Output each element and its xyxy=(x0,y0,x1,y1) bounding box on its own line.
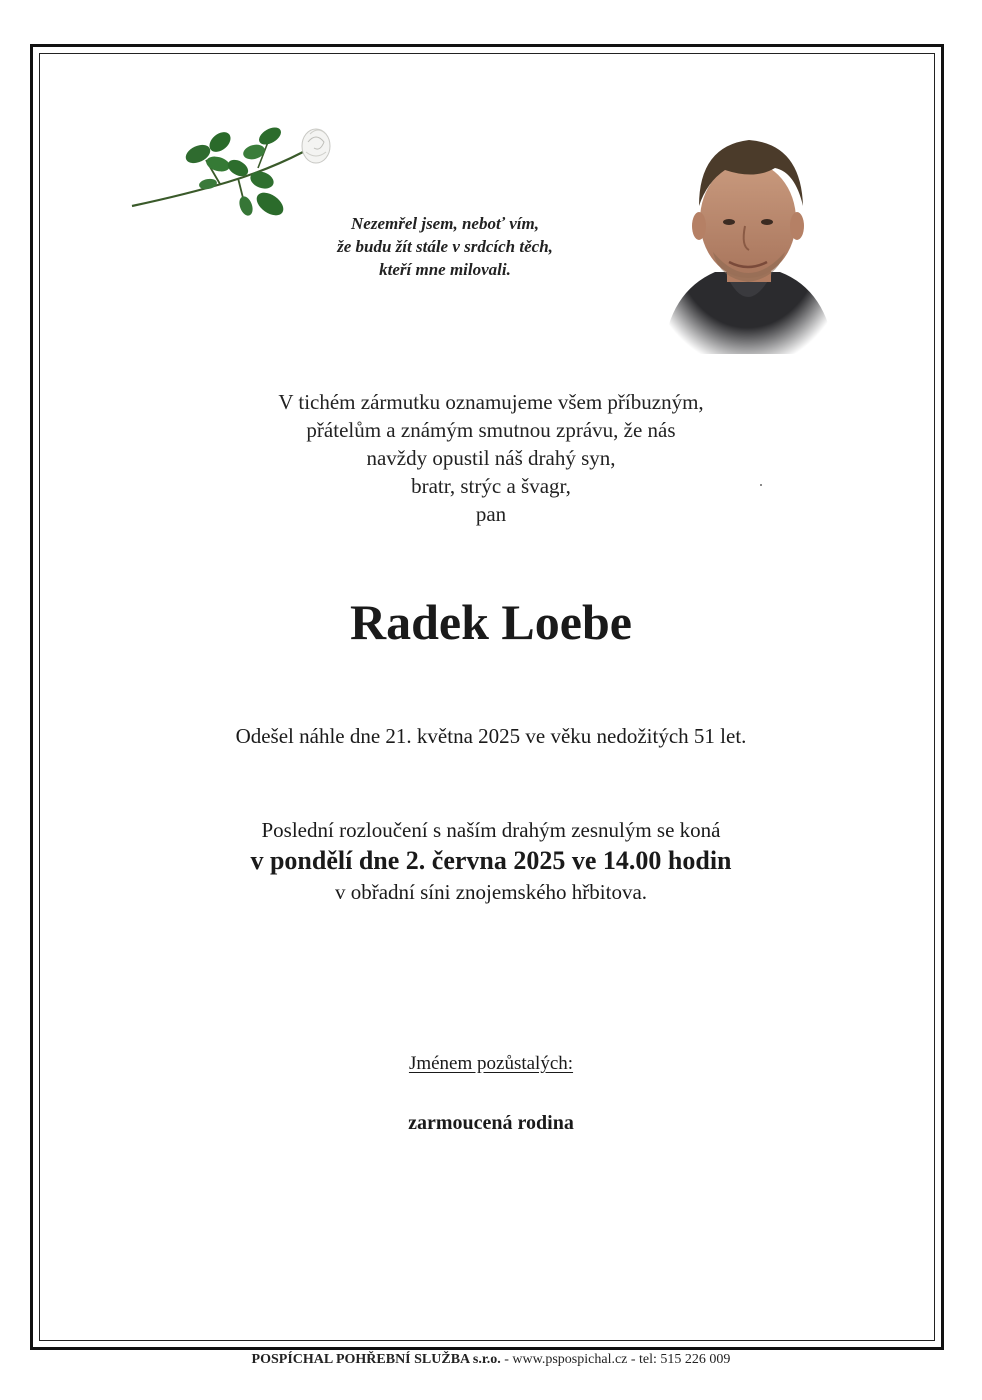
footer xyxy=(0,1351,982,1369)
quote-line: kteří mne milovali. xyxy=(379,260,511,279)
rose-icon xyxy=(128,120,338,225)
signature-label: Jménem pozůstalých: xyxy=(408,1053,574,1074)
signature-name: zarmoucená rodina xyxy=(408,1112,574,1134)
farewell-intro: Poslední rozloučení s naším drahým zesnulým se koná xyxy=(261,818,721,842)
quote-line: Nezemřel jsem, neboť vím, xyxy=(351,214,539,233)
announcement-line: navždy opustil náš drahý syn, xyxy=(366,446,616,470)
footer-company: POSPÍCHAL POHŘEBNÍ SLUŽBA s.r.o. xyxy=(251,1352,501,1367)
announcement-line: bratr, strýc a švagr, xyxy=(411,474,571,498)
death-notice: Odešel náhle dne 21. května 2025 ve věku nedožitých 51 let. xyxy=(235,724,747,748)
farewell-place: v obřadní síni znojemského hřbitova. xyxy=(334,880,648,904)
farewell-section xyxy=(120,816,862,906)
deceased-name: Radek Loebe xyxy=(350,594,632,650)
epitaph-quote xyxy=(290,212,600,281)
announcement-line: přátelům a známým smutnou zprávu, že nás xyxy=(306,418,676,442)
announcement-line: pan xyxy=(475,502,507,526)
portrait-photo xyxy=(655,122,840,354)
footer-contact: - www.pspospichal.cz - tel: 515 226 009 xyxy=(500,1352,731,1367)
announcement-line: V tichém zármutku oznamujeme všem příbuzným, xyxy=(278,390,704,414)
announcement-text xyxy=(120,388,862,528)
quote-line: že budu žít stále v srdcích těch, xyxy=(337,237,553,256)
speck-mark xyxy=(760,484,762,486)
farewell-datetime: v pondělí dne 2. června 2025 ve 14.00 hodin xyxy=(250,846,732,875)
